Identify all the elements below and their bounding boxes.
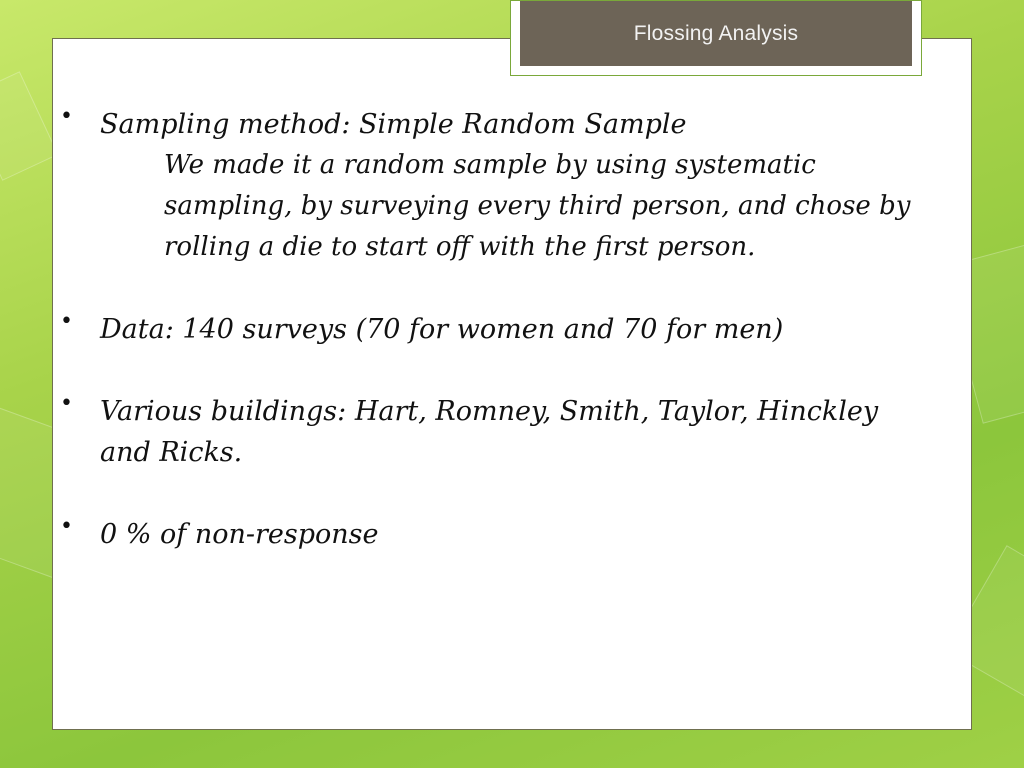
bullet-item-buildings — [52, 391, 952, 473]
bullet-item-non-response — [52, 514, 952, 555]
bullet-item-data — [52, 309, 952, 350]
bullet-icon: • — [60, 514, 73, 539]
bullet-text: 0 % of non-response — [100, 519, 379, 550]
slide-title: Flossing Analysis — [633, 21, 799, 45]
bullet-icon: • — [60, 104, 73, 129]
bullet-icon: • — [60, 309, 73, 334]
bullet-text: Sampling method: Simple Random Sample — [100, 109, 687, 140]
bullet-icon: • — [60, 391, 73, 416]
bullet-subtext: We made it a random sample by using systematic sampling, by surveying every third person, and chose by rolling a die to start off with the first person. — [164, 150, 911, 262]
title-box — [520, 1, 912, 66]
bullet-text: Data: 140 surveys (70 for women and 70 for men) — [100, 314, 784, 345]
background-shape — [0, 71, 59, 181]
bullet-text: Various buildings: Hart, Romney, Smith, Taylor, Hinckley and Ricks. — [100, 396, 879, 468]
bullet-list — [52, 104, 952, 555]
title-tab — [510, 0, 922, 76]
bullet-item-sampling-method — [52, 104, 952, 268]
